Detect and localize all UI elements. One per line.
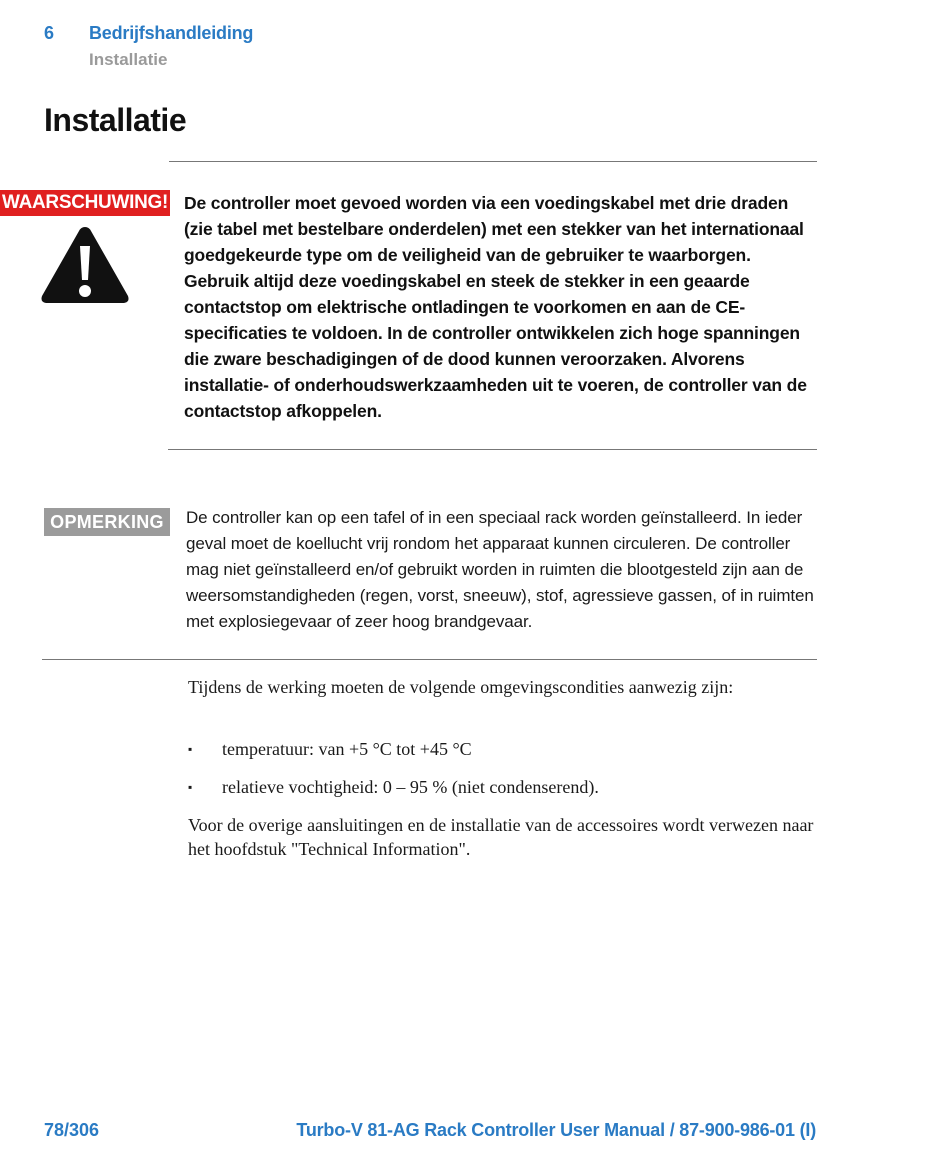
document-title: Turbo-V 81-AG Rack Controller User Manual / 87-900-986-01 (I) [296, 1120, 816, 1140]
list-item [188, 737, 818, 775]
list-item-text: temperatuur: van +5 °C tot +45 °C [222, 739, 472, 759]
warning-badge: WAARSCHUWING! [0, 190, 170, 216]
note-text: De controller kan op een tafel of in een speciaal rack worden geïnstalleerd. In ieder geval moet de koellucht vrij rondom het apparaat kunnen circuleren. De controller mag niet geïnstalleerd en/of gebruikt worden in ruimten die blootgesteld zijn aan de weersomstandigheden (regen, vorst, sneeuw), stof, agressieve gassen, of in ruimten met explosiegevaar of zeer hoog brandgevaar. [186, 508, 814, 631]
conditions-intro: Tijdens de werking moeten de volgende omgevingscondities aanwezig zijn: [188, 677, 734, 697]
warning-bottom-divider [168, 449, 817, 450]
conditions-list [188, 737, 818, 813]
note-badge: OPMERKING [44, 508, 170, 536]
list-item-text: relatieve vochtigheid: 0 – 95 % (niet condenserend). [222, 777, 599, 797]
warning-triangle-icon [38, 224, 132, 306]
chapter-title: Bedrijfshandleiding [89, 23, 254, 43]
bullet-icon: ▪ [188, 742, 193, 756]
warning-text: De controller moet gevoed worden via een voedingskabel met drie draden (zie tabel met bestelbare onderdelen) met een stekker van het internationaal goedgekeurde type om de veiligheid van de gebruiker te waarborgen. Gebruik altijd deze voedingskabel en steek de stekker in een geaarde contactstop om elektrische ontladingen te voorkomen en aan de CE-specificaties te voldoen. In de controller ontwikkelen zich hoge spanningen die zware beschadigingen of de dood kunnen veroorzaken. Alvorens installatie- of onderhoudswerkzaamheden uit te voeren, de controller van de contactstop afkoppelen. [184, 193, 807, 421]
page-title: Installatie [44, 102, 187, 138]
warning-top-divider [169, 161, 817, 162]
page-number: 78/306 [44, 1120, 100, 1140]
section-title: Installatie [89, 50, 168, 69]
list-item [188, 775, 818, 813]
bullet-icon: ▪ [188, 780, 193, 794]
accessories-reference: Voor de overige aansluitingen en de installatie van de accessoires wordt verwezen naar het hoofdstuk "Technical Information". [188, 815, 814, 859]
note-bottom-divider [42, 659, 817, 660]
chapter-number: 6 [44, 23, 55, 43]
